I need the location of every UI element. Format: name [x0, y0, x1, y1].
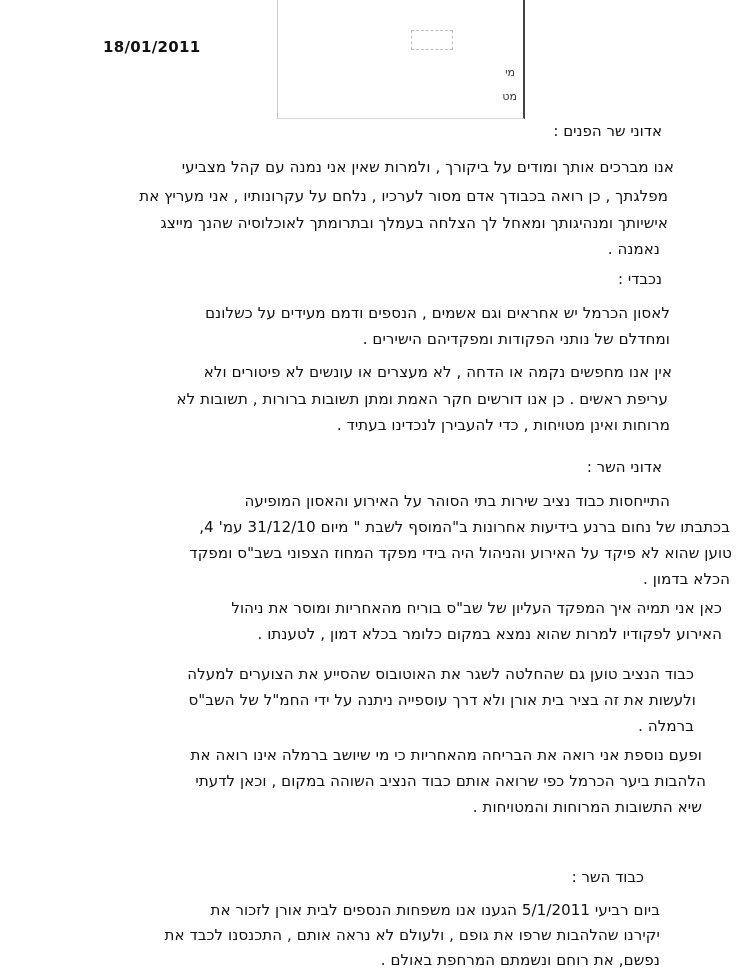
stamp-mark [411, 30, 453, 50]
paragraph-3-line-2: עריפת ראשים . כן אנו דורשים חקר האמת ומתן תשובות ברורות , תשובות לא [176, 390, 668, 408]
paragraph-4-line-1: התייחסות כבוד נציב שירות בתי הסוהר על האירוע והאסון המופיעה [244, 492, 670, 510]
paragraph-7-line-1: ופעם נוספת אני רואה את הבריחה מהאחריות כי מי שיושב ברמלה אינו רואה את [190, 746, 702, 764]
paragraph-1-line-2: מפלגתך , כן רואה בכבודך אדם מסור לערכיו , נלחם על עקרונותיו , אני מעריץ את [139, 187, 668, 205]
salutation-honored: נכבדי : [618, 270, 662, 288]
paragraph-5-line-2: האירוע לפקודיו למרות שהוא נמצא במקום כלומר בכלא דמון , לטענתו . [257, 625, 722, 643]
paragraph-7-line-3: שיא התשובות המרוחות והמטויחות . [472, 798, 702, 816]
paragraph-6-line-1: כבוד הנציב טוען גם שהחלטה לשגר את האוטובוס שהסייע את הצוערים למעלה [187, 665, 694, 683]
received-stamp [277, 0, 525, 119]
paragraph-4-line-3: טוען שהוא לא פיקד על האירוע והניהול היה בידי מפקד המחוז הצפוני בשב"ס ומפקד [189, 544, 732, 562]
salutation-honor-minister: כבוד השר : [571, 868, 644, 886]
paragraph-7-line-2: הלהבות ביער הכרמל כפי שרואה אותם כבוד הנציב השוהה במקום , וכאן לדעתי [195, 772, 706, 790]
paragraph-8-line-1: ביום רביעי 5/1/2011 הגענו אנו משפחות הנספים לבית אורן לזכור את [210, 901, 660, 919]
stamp-line-1: מי [505, 66, 515, 79]
paragraph-6-line-3: ברמלה . [638, 717, 694, 735]
paragraph-8-line-3: נפשם, את רוחם ונשמתם המרחפת באולם . [380, 951, 660, 969]
paragraph-3-line-3: מרוחות ואינן מטויחות , כדי להעבירן לנכדינו בעתיד . [336, 416, 670, 434]
paragraph-5-line-1: כאן אני תמיה איך המפקד העליון של שב"ס בוריח מהאחריות ומוסר את ניהול [231, 599, 722, 617]
letter-date: 18/01/2011 [103, 38, 201, 56]
paragraph-1-line-1: אנו מברכים אותך ומודים על ביקורך , ולמרות שאין אני נמנה עם קהל מצביעי [181, 158, 674, 176]
paragraph-6-line-2: ולעשות את זה בציר בית אורן ולא דרך עוספייה ניתנה על ידי החמ"ל של השב"ס [188, 691, 696, 709]
paragraph-4-line-4: הכלא בדמון . [642, 570, 730, 588]
salutation-minister: אדוני שר הפנים : [553, 122, 662, 140]
salutation-sir: אדוני השר : [586, 458, 662, 476]
paragraph-1-line-4: נאמנה . [607, 240, 660, 258]
paragraph-4-line-2: בכתבתו של נחום ברנע בידיעות אחרונות ב"המוסף לשבת " מיום 31/12/10 עמ' 4, [199, 518, 730, 536]
paragraph-1-line-3: אישיותך ומנהיגותך ומאחל לך הצלחה בעמלך ובתרומתך לאוכלוסיה שהנך מייצג [160, 214, 668, 232]
paragraph-2-line-1: לאסון הכרמל יש אחראים וגם אשמים , הנספים ודמם מעידים על כשלונם [205, 304, 670, 322]
paragraph-2-line-2: ומחדלם של נותני הפקודות ומפקדיהם הישירים . [362, 330, 670, 348]
stamp-line-2: מט [502, 90, 517, 103]
paragraph-8-line-2: יקירנו שהלהבות שרפו את גופם , ולעולם לא נראה אותם , התכנסנו לכבד את [164, 926, 660, 944]
paragraph-3-line-1: אין אנו מחפשים נקמה או הדחה , לא מעצרים או עונשים לא פיטורים ולא [203, 363, 672, 381]
